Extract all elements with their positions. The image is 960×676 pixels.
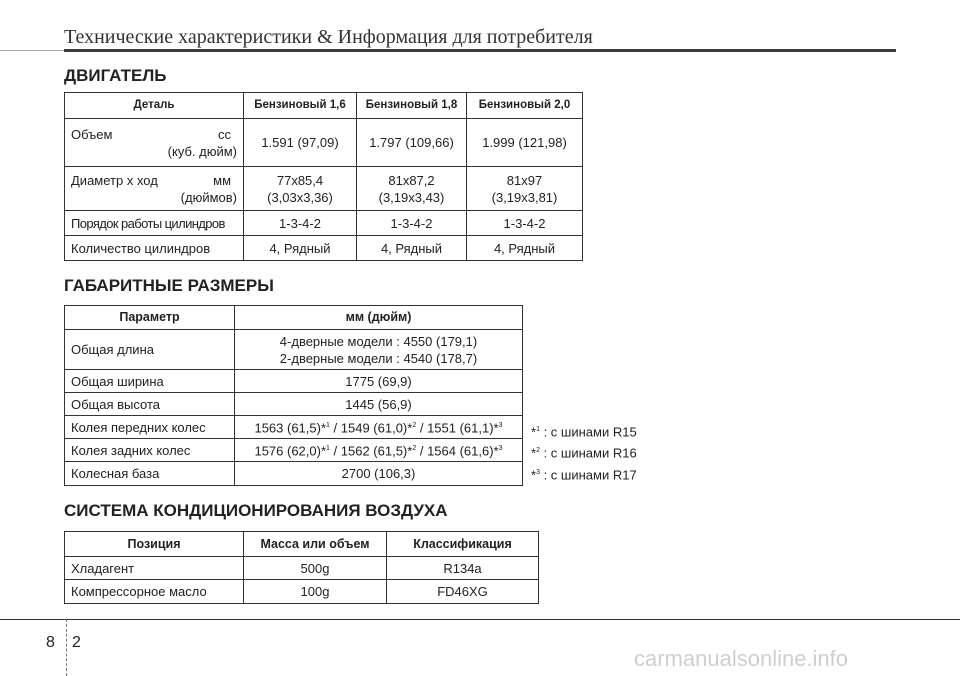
value-part: / 1551 (61,1)* (416, 420, 499, 436)
aircon-param-cell: Компрессорное масло (65, 580, 244, 604)
engine-col-header: Бензиновый 1,8 (357, 93, 467, 119)
table-row (65, 119, 583, 167)
aircon-col-header: Классификация (387, 532, 539, 557)
table-row (65, 393, 523, 416)
dimensions-col-header: мм (дюйм) (235, 306, 523, 330)
footnote-sup: 1 (326, 445, 330, 453)
dimensions-col-header: Параметр (65, 306, 235, 330)
footnote-sup: 3 (498, 422, 503, 430)
aircon-value-cell: FD46XG (387, 580, 539, 604)
footnote-star: * (531, 445, 537, 461)
dimensions-param-cell: Колея передних колес (65, 416, 235, 439)
page-number-digit: 2 (72, 634, 81, 651)
watermark: carmanualsonline.info (634, 646, 849, 671)
footnote-sup: 1 (326, 422, 330, 430)
param-label: Диаметр x ход (71, 172, 158, 188)
engine-section-title: ДВИГАТЕЛЬ (64, 66, 167, 85)
footnote-sup: 2 (412, 445, 417, 453)
table-row (65, 439, 523, 462)
dimensions-value-cell (235, 330, 523, 370)
engine-value-cell (467, 167, 583, 211)
table-row (65, 236, 583, 261)
footer-rule (0, 619, 960, 620)
dimensions-param-cell: Колея задних колес (65, 439, 235, 462)
param-unit: cc (218, 126, 231, 142)
dimensions-value-cell: 1445 (56,9) (235, 393, 523, 416)
param-unit: мм (213, 172, 231, 188)
value-line: (3,19x3,81) (491, 189, 558, 205)
value-line: 2-дверные модели : 4540 (178,7) (279, 350, 478, 366)
value-line: 4-дверные модели : 4550 (179,1) (279, 333, 478, 349)
footnote-item (531, 420, 637, 441)
dimensions-value-cell (235, 416, 523, 439)
value-line: 81x97 (506, 172, 543, 188)
value-line: (3,03x3,36) (267, 189, 333, 205)
value-part: 1576 (62,0)* (254, 443, 327, 459)
table-row (65, 462, 523, 486)
engine-col-header: Деталь (65, 93, 244, 119)
value-part: 1563 (61,5)* (254, 420, 327, 436)
dimensions-value-cell: 1775 (69,9) (235, 370, 523, 393)
page-number-digit: 8 (46, 634, 55, 651)
dimensions-value-cell (235, 439, 523, 462)
engine-table (64, 92, 583, 261)
footnote-text: : с шинами R15 (539, 424, 637, 440)
aircon-value-cell: 500g (244, 557, 387, 580)
table-row (65, 580, 539, 604)
engine-param-cell (65, 119, 244, 167)
aircon-section-title: СИСТЕМА КОНДИЦИОНИРОВАНИЯ ВОЗДУХА (64, 501, 448, 520)
engine-value-cell: 1.999 (121,98) (467, 119, 583, 167)
engine-col-header: Бензиновый 2,0 (467, 93, 583, 119)
footnote-star: * (531, 466, 537, 482)
engine-value-cell (244, 167, 357, 211)
engine-value-cell: 1-3-4-2 (467, 211, 583, 236)
dimensions-table (64, 305, 523, 486)
table-row (65, 370, 523, 393)
engine-value-cell: 4, Рядный (244, 236, 357, 261)
engine-header-row (65, 93, 583, 119)
engine-value-cell: 1-3-4-2 (357, 211, 467, 236)
value-part: / 1564 (61,6)* (416, 443, 499, 459)
engine-col-header: Бензиновый 1,6 (244, 93, 357, 119)
param-subunit: (куб. дюйм) (167, 143, 237, 159)
aircon-col-header: Позиция (65, 532, 244, 557)
param-subunit: (дюймов) (180, 189, 237, 205)
aircon-value-cell: 100g (244, 580, 387, 604)
dimensions-param-cell: Общая ширина (65, 370, 235, 393)
header-rule (64, 49, 896, 52)
aircon-param-cell: Хладагент (65, 557, 244, 580)
value-line: (3,19x3,43) (378, 189, 445, 205)
aircon-value-cell: R134a (387, 557, 539, 580)
engine-value-cell: 1.797 (109,66) (357, 119, 467, 167)
param-label: Объем (71, 126, 113, 142)
tire-footnotes (531, 420, 637, 484)
table-row (65, 416, 523, 439)
engine-param-cell (65, 167, 244, 211)
value-part: / 1549 (61,0)* (329, 420, 413, 436)
engine-param-cell: Количество цилиндров (65, 236, 244, 261)
engine-value-cell: 1.591 (97,09) (244, 119, 357, 167)
page-number (46, 634, 92, 652)
footnote-sup: 2 (536, 447, 540, 455)
engine-value-cell: 4, Рядный (357, 236, 467, 261)
dimensions-param-cell: Общая высота (65, 393, 235, 416)
dimensions-value-cell: 2700 (106,3) (235, 462, 523, 486)
engine-value-cell (357, 167, 467, 211)
footnote-sup: 2 (412, 422, 417, 430)
page-header-title: Технические характеристики & Информация для потребителя (64, 26, 593, 48)
footnote-star: * (531, 424, 537, 440)
header-rule-left (0, 50, 64, 51)
aircon-header-row (65, 532, 539, 557)
dimensions-header-row (65, 306, 523, 330)
engine-value-cell: 1-3-4-2 (244, 211, 357, 236)
dimensions-param-cell: Колесная база (65, 462, 235, 486)
dimensions-param-cell: Общая длина (65, 330, 235, 370)
engine-param-cell: Порядок работы цилиндров (65, 211, 244, 236)
footnote-sup: 3 (536, 468, 540, 476)
footnote-sup: 1 (536, 426, 540, 433)
engine-value-cell: 4, Рядный (467, 236, 583, 261)
footnote-item (531, 441, 637, 462)
footnote-item (531, 463, 637, 484)
footnote-text: : с шинами R16 (539, 445, 637, 461)
footnote-sup: 3 (498, 445, 503, 453)
aircon-col-header: Масса или объем (244, 532, 387, 557)
aircon-table (64, 531, 539, 604)
table-row (65, 167, 583, 211)
value-part: / 1562 (61,5)* (329, 443, 413, 459)
value-line: 77x85,4 (276, 172, 324, 188)
dimensions-section-title: ГАБАРИТНЫЕ РАЗМЕРЫ (64, 276, 274, 295)
footnote-text: : с шинами R17 (539, 466, 637, 482)
value-line: 81x87,2 (388, 172, 435, 188)
table-row (65, 330, 523, 370)
table-row (65, 211, 583, 236)
table-row (65, 557, 539, 580)
